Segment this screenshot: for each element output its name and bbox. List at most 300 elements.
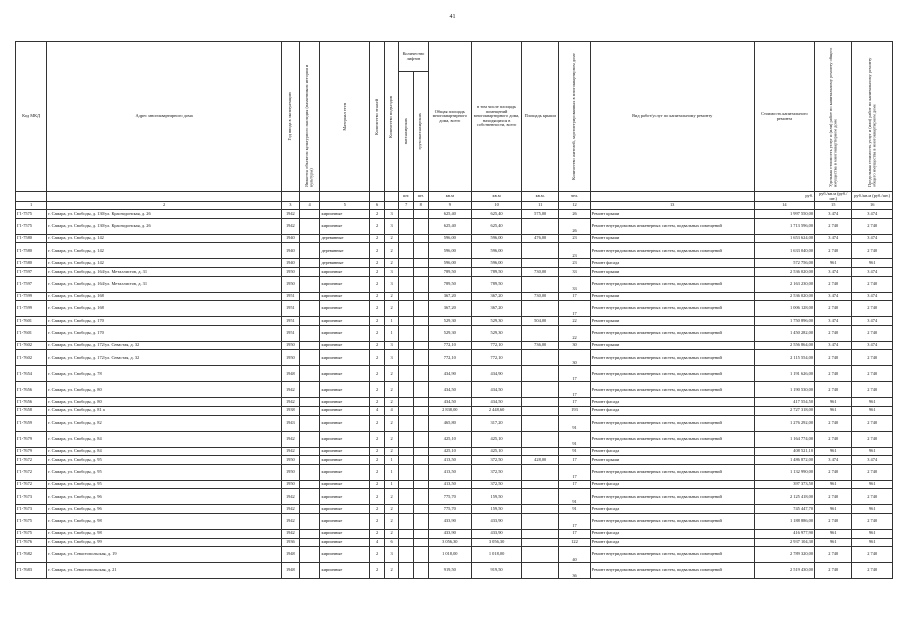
- cell-her: [299, 529, 320, 538]
- cell-area: 596,00: [428, 234, 472, 243]
- cell-addr: г. Самара, ул. Свободы, д. 168: [47, 301, 282, 317]
- cell-elevator: [399, 276, 414, 292]
- cell-ent: 2: [384, 529, 399, 538]
- cell-incl: 772,10: [472, 350, 522, 366]
- cell-cost: 1 132 990,00: [754, 464, 814, 480]
- table-row: [16, 447, 893, 456]
- cell-res: 30: [559, 341, 590, 350]
- cell-addr: г. Самара, ул. Свободы, д. 84: [47, 447, 282, 456]
- cell-max: 961: [852, 538, 893, 547]
- table-row: [16, 382, 893, 398]
- header-walls-cell: [320, 42, 370, 192]
- cell-fl: 2: [370, 350, 385, 366]
- cell-incl: 425,10: [472, 431, 522, 447]
- cell-ent: 2: [384, 563, 399, 579]
- cell-wall: кирпичные: [320, 513, 370, 529]
- column-number: 15: [815, 202, 852, 210]
- cell-incl: 625,40: [472, 218, 522, 234]
- cell-ent: 2: [384, 301, 399, 317]
- cell-year: 1948: [282, 547, 300, 563]
- unit-residents: чел.: [559, 192, 590, 202]
- cell-fl: 2: [370, 456, 385, 465]
- cell-her: [299, 447, 320, 456]
- cell-work: Ремонт внутридомовых инженерных систем, подвальных помещений: [590, 301, 754, 317]
- cell-elevator: [413, 456, 428, 465]
- cell-area: 413,50: [428, 456, 472, 465]
- table-row: [16, 317, 893, 326]
- cell-her: [299, 480, 320, 489]
- cell-addr: г. Самара, ул. Свободы, д. 82: [47, 415, 282, 431]
- cell-spec: 961: [815, 529, 852, 538]
- cell-ent: 2: [384, 447, 399, 456]
- header-floors: Количество этажей: [373, 98, 379, 135]
- cell-incl: 529,30: [472, 317, 522, 326]
- cell-elevator: [413, 292, 428, 301]
- column-number: 7: [399, 202, 414, 210]
- cell-cost: 2 125 418,00: [754, 489, 814, 505]
- cell-cost: 1 188 886,00: [754, 513, 814, 529]
- unit-empty-1: [16, 192, 47, 202]
- table-row: [16, 276, 893, 292]
- cell-year: 1938: [282, 407, 300, 416]
- unit-empty-6: [370, 192, 385, 202]
- cell-incl: 372,50: [472, 464, 522, 480]
- cell-year: 1940: [282, 243, 300, 259]
- cell-max: 961: [852, 505, 893, 514]
- cell-incl: 433,90: [472, 529, 522, 538]
- header-elev-pass-cell: [399, 72, 414, 192]
- cell-spec: 3 474: [815, 292, 852, 301]
- column-number: 10: [472, 202, 522, 210]
- cell-fl: 2: [370, 292, 385, 301]
- cell-incl: 596,00: [472, 243, 522, 259]
- header-elev-pass: пассажирских: [402, 118, 408, 145]
- cell-her: [299, 276, 320, 292]
- cell-wall: кирпичные: [320, 317, 370, 326]
- table-row: [16, 464, 893, 480]
- column-numbers-row: [16, 202, 893, 210]
- cell-addr: г. Самара, ул. Свободы, д. 78: [47, 366, 282, 382]
- cell-cost: 397 373,50: [754, 480, 814, 489]
- cell-year: 1950: [282, 341, 300, 350]
- cell-fl: 2: [370, 431, 385, 447]
- cell-kod: Г1-7580: [16, 234, 47, 243]
- cell-roof: [522, 505, 559, 514]
- table-row: [16, 489, 893, 505]
- cell-her: [299, 218, 320, 234]
- cell-max: 2 740: [852, 489, 893, 505]
- cell-cost: 408 521,10: [754, 447, 814, 456]
- cell-roof: [522, 407, 559, 416]
- cell-elevator: [399, 505, 414, 514]
- cell-ent: 2: [384, 292, 399, 301]
- cell-ent: 3: [384, 350, 399, 366]
- cell-max: 2 740: [852, 218, 893, 234]
- cell-year: 1951: [282, 292, 300, 301]
- cell-year: 1942: [282, 218, 300, 234]
- cell-area: 434,50: [428, 398, 472, 407]
- cell-roof: [522, 218, 559, 234]
- cell-cost: 417 554,50: [754, 398, 814, 407]
- cell-kod: Г1-7602: [16, 350, 47, 366]
- header-elev-cargo-cell: [413, 72, 428, 192]
- table-row: [16, 243, 893, 259]
- table-row: [16, 529, 893, 538]
- cell-area: 789,50: [428, 268, 472, 277]
- cell-her: [299, 415, 320, 431]
- cell-her: [299, 292, 320, 301]
- cell-max: 3 474: [852, 292, 893, 301]
- cell-roof: 428,00: [522, 456, 559, 465]
- cell-elevator: [413, 547, 428, 563]
- cell-spec: 2 740: [815, 218, 852, 234]
- cell-fl: 2: [370, 464, 385, 480]
- cell-kod: Г1-7601: [16, 317, 47, 326]
- cell-addr: г. Самара, ул. Свободы, д. 170: [47, 317, 282, 326]
- cell-fl: 2: [370, 243, 385, 259]
- table-row: [16, 505, 893, 514]
- cell-elevator: [413, 563, 428, 579]
- table-row: [16, 366, 893, 382]
- cell-kod: Г1-7597: [16, 268, 47, 277]
- cell-incl: 159,50: [472, 489, 522, 505]
- cell-roof: [522, 350, 559, 366]
- header-entrances-cell: [384, 42, 399, 192]
- cell-roof: [522, 325, 559, 341]
- cell-incl: 367,20: [472, 292, 522, 301]
- cell-elevator: [413, 234, 428, 243]
- cell-res: 17: [559, 292, 590, 301]
- cell-kod: Г1-7679: [16, 447, 47, 456]
- cell-elevator: [413, 505, 428, 514]
- header-max-cost-cell: [852, 42, 893, 192]
- cell-ent: 2: [384, 505, 399, 514]
- unit-spec-cost: руб./кв.м (руб./шт.): [815, 192, 852, 202]
- cell-elevator: [413, 218, 428, 234]
- cell-work: Ремонт внутридомовых инженерных систем, подвальных помещений: [590, 276, 754, 292]
- cell-area: 772,10: [428, 341, 472, 350]
- column-number: 2: [47, 202, 282, 210]
- cell-area: 465,80: [428, 415, 472, 431]
- header-incl-area: в том числе площадь помещений многоквартирного дома, находящихся в собственности, всего: [472, 42, 522, 192]
- cell-cost: 2 163 230,00: [754, 276, 814, 292]
- unit-elev-cargo: шт.: [413, 192, 428, 202]
- header-max-cost: Предельная стоимость услуг и (или) работ по капитальному ремонту общего имущества в многоквартирном доме: [866, 57, 877, 187]
- cell-kod: Г1-7658: [16, 407, 47, 416]
- unit-empty-2: [47, 192, 282, 202]
- cell-area: 433,90: [428, 529, 472, 538]
- cell-spec: 3 474: [815, 268, 852, 277]
- cell-cost: 1 633 040,00: [754, 243, 814, 259]
- cell-roof: 476,00: [522, 234, 559, 243]
- cell-her: [299, 513, 320, 529]
- cell-roof: [522, 563, 559, 579]
- cell-wall: кирпичные: [320, 382, 370, 398]
- cell-area: 434,90: [428, 366, 472, 382]
- table-row: [16, 456, 893, 465]
- cell-cost: 1 164 774,00: [754, 431, 814, 447]
- cell-elevator: [399, 243, 414, 259]
- cell-year: 1942: [282, 489, 300, 505]
- unit-elev-pass: шт.: [399, 192, 414, 202]
- cell-fl: 2: [370, 563, 385, 579]
- cell-ent: 3: [384, 341, 399, 350]
- cell-elevator: [399, 325, 414, 341]
- cell-roof: 504,00: [522, 317, 559, 326]
- cell-elevator: [399, 489, 414, 505]
- cell-ent: 1: [384, 325, 399, 341]
- cell-cost: 1 450 282,00: [754, 325, 814, 341]
- cell-her: [299, 538, 320, 547]
- cell-roof: [522, 398, 559, 407]
- cell-wall: кирпичные: [320, 456, 370, 465]
- cell-incl: 434,50: [472, 398, 522, 407]
- cell-ent: 3: [384, 547, 399, 563]
- cell-spec: 961: [815, 259, 852, 268]
- cell-wall: кирпичные: [320, 415, 370, 431]
- cell-cost: 1 750 896,00: [754, 317, 814, 326]
- cell-work: Ремонт внутридомовых инженерных систем, подвальных помещений: [590, 464, 754, 480]
- cell-res: 22: [559, 317, 590, 326]
- column-number: 8: [413, 202, 428, 210]
- cell-year: 1942: [282, 382, 300, 398]
- cell-area: 1 018,00: [428, 547, 472, 563]
- cell-addr: г. Самара, ул. Свободы, д. 170: [47, 325, 282, 341]
- cell-wall: кирпичные: [320, 301, 370, 317]
- cell-spec: 961: [815, 447, 852, 456]
- cell-cost: 2 727 318,00: [754, 407, 814, 416]
- cell-cost: 572 756,00: [754, 259, 814, 268]
- cell-area: 625,40: [428, 210, 472, 219]
- cell-area: 3 056,30: [428, 538, 472, 547]
- cell-elevator: [399, 563, 414, 579]
- cell-elevator: [413, 529, 428, 538]
- cell-kod: Г1-7672: [16, 480, 47, 489]
- cell-res: 33: [559, 276, 590, 292]
- cell-year: 1950: [282, 276, 300, 292]
- cell-wall: кирпичные: [320, 538, 370, 547]
- cell-elevator: [399, 366, 414, 382]
- cell-max: 3 474: [852, 234, 893, 243]
- cell-area: 425,10: [428, 431, 472, 447]
- cell-elevator: [399, 513, 414, 529]
- cell-elevator: [399, 341, 414, 350]
- cell-year: 1951: [282, 325, 300, 341]
- cell-max: 961: [852, 259, 893, 268]
- cell-roof: [522, 447, 559, 456]
- cell-fl: 4: [370, 407, 385, 416]
- cell-fl: 2: [370, 341, 385, 350]
- cell-roof: [522, 366, 559, 382]
- cell-elevator: [399, 447, 414, 456]
- cell-addr: г. Самара, ул. Свободы, д. 95: [47, 456, 282, 465]
- cell-wall: кирпичные: [320, 563, 370, 579]
- table-row: [16, 513, 893, 529]
- cell-max: 961: [852, 480, 893, 489]
- cell-her: [299, 341, 320, 350]
- cell-incl: 372,50: [472, 456, 522, 465]
- cell-wall: кирпичные: [320, 464, 370, 480]
- cell-roof: [522, 529, 559, 538]
- cell-addr: г. Самара, ул. Свободы, д. 99: [47, 538, 282, 547]
- cell-kod: Г1-7575: [16, 210, 47, 219]
- cell-work: Ремонт внутридомовых инженерных систем, подвальных помещений: [590, 431, 754, 447]
- table-row: [16, 538, 893, 547]
- cell-kod: Г1-7673: [16, 505, 47, 514]
- cell-spec: 961: [815, 398, 852, 407]
- cell-cost: 1 997 550,00: [754, 210, 814, 219]
- cell-wall: кирпичные: [320, 407, 370, 416]
- cell-wall: кирпичные: [320, 341, 370, 350]
- cell-res: 91: [559, 489, 590, 505]
- cell-cost: 1 276 292,00: [754, 415, 814, 431]
- cell-res: 122: [559, 538, 590, 547]
- cell-addr: г. Самара, ул. Свободы, д. 164/ул. Металлистов, д. 31: [47, 276, 282, 292]
- cell-res: 17: [559, 513, 590, 529]
- cell-res: 17: [559, 301, 590, 317]
- cell-wall: кирпичные: [320, 431, 370, 447]
- cell-elevator: [413, 447, 428, 456]
- cell-cost: 2 536 020,00: [754, 268, 814, 277]
- column-number: [384, 202, 399, 210]
- cell-fl: 2: [370, 218, 385, 234]
- cell-max: 2 740: [852, 415, 893, 431]
- column-number: 5: [320, 202, 370, 210]
- cell-wall: кирпичные: [320, 276, 370, 292]
- cell-roof: [522, 259, 559, 268]
- header-cost: Стоимость капитального ремонта: [754, 42, 814, 192]
- cell-ent: 3: [384, 218, 399, 234]
- table-row: [16, 563, 893, 579]
- cell-her: [299, 317, 320, 326]
- header-elevators: Количество лифтов: [399, 42, 428, 72]
- cell-res: 23: [559, 234, 590, 243]
- cell-area: 775,70: [428, 505, 472, 514]
- cell-addr: г. Самара, ул. Свободы, д. 142: [47, 259, 282, 268]
- table-row: [16, 234, 893, 243]
- cell-kod: Г1-7656: [16, 382, 47, 398]
- column-number: 1: [16, 202, 47, 210]
- header-walls: Материал стен: [341, 102, 347, 131]
- cell-work: Ремонт фасада: [590, 538, 754, 547]
- cell-elevator: [413, 276, 428, 292]
- table-row: [16, 259, 893, 268]
- cell-res: 91: [559, 447, 590, 456]
- cell-kod: Г1-7601: [16, 325, 47, 341]
- unit-empty-8: [590, 192, 754, 202]
- cell-spec: 3 474: [815, 234, 852, 243]
- header-total-area: Общая площадь многоквартирного дома, всего: [428, 42, 472, 192]
- cell-max: 2 740: [852, 301, 893, 317]
- cell-area: 529,30: [428, 317, 472, 326]
- header-roof-area: Площадь крыши: [522, 42, 559, 192]
- cell-year: 1942: [282, 505, 300, 514]
- cell-addr: г. Самара, ул. Свободы, д. 80: [47, 382, 282, 398]
- cell-ent: 2: [384, 234, 399, 243]
- cell-max: 2 740: [852, 563, 893, 579]
- table-row: [16, 407, 893, 416]
- cell-kod: Г1-7672: [16, 464, 47, 480]
- cell-elevator: [399, 464, 414, 480]
- cell-wall: кирпичные: [320, 547, 370, 563]
- cell-max: 961: [852, 447, 893, 456]
- cell-res: 17: [559, 529, 590, 538]
- cell-work: Ремонт внутридомовых инженерных систем, подвальных помещений: [590, 350, 754, 366]
- cell-her: [299, 268, 320, 277]
- cell-fl: 2: [370, 480, 385, 489]
- cell-fl: 2: [370, 529, 385, 538]
- cell-wall: кирпичные: [320, 366, 370, 382]
- cell-addr: г. Самара, ул. Свободы, д. 95: [47, 464, 282, 480]
- cell-cost: 1 486 872,00: [754, 456, 814, 465]
- cell-spec: 961: [815, 407, 852, 416]
- cell-addr: г. Самара, ул. Севастопольская, д. 19: [47, 547, 282, 563]
- cell-elevator: [413, 513, 428, 529]
- cell-wall: деревянные: [320, 243, 370, 259]
- header-kod: Код МКД: [16, 42, 47, 192]
- cell-incl: 789,50: [472, 268, 522, 277]
- cell-her: [299, 350, 320, 366]
- cell-area: 625,40: [428, 218, 472, 234]
- cell-her: [299, 398, 320, 407]
- cell-work: Ремонт фасада: [590, 447, 754, 456]
- cell-year: 1950: [282, 480, 300, 489]
- cell-spec: 2 740: [815, 513, 852, 529]
- unit-empty-3: [282, 192, 300, 202]
- cell-addr: г. Самара, ул. Свободы, д. 130/ул. Краснодонская, д. 26: [47, 210, 282, 219]
- cell-kod: Г1-7675: [16, 513, 47, 529]
- cell-wall: кирпичные: [320, 218, 370, 234]
- cell-year: 1936: [282, 538, 300, 547]
- cell-her: [299, 366, 320, 382]
- cell-ent: 2: [384, 398, 399, 407]
- cell-wall: деревянные: [320, 259, 370, 268]
- cell-res: 17: [559, 480, 590, 489]
- cell-kod: Г1-7580: [16, 259, 47, 268]
- cell-max: 3 474: [852, 456, 893, 465]
- cell-kod: Г1-7673: [16, 489, 47, 505]
- cell-spec: 2 740: [815, 325, 852, 341]
- cell-wall: кирпичные: [320, 325, 370, 341]
- cell-work: Ремонт внутридомовых инженерных систем, подвальных помещений: [590, 243, 754, 259]
- cell-spec: 2 740: [815, 382, 852, 398]
- column-number: 13: [590, 202, 754, 210]
- cell-addr: г. Самара, ул. Свободы, д. 164/ул. Металлистов, д. 31: [47, 268, 282, 277]
- cell-elevator: [413, 398, 428, 407]
- unit-empty-5: [320, 192, 370, 202]
- cell-res: 193: [559, 407, 590, 416]
- cell-elevator: [413, 407, 428, 416]
- cell-ent: 6: [384, 538, 399, 547]
- cell-elevator: [399, 268, 414, 277]
- cell-ent: 2: [384, 243, 399, 259]
- cell-kod: Г1-7599: [16, 292, 47, 301]
- cell-her: [299, 431, 320, 447]
- cell-year: 1942: [282, 513, 300, 529]
- cell-cost: 745 447,70: [754, 505, 814, 514]
- cell-addr: г. Самара, ул. Свободы, д. 98: [47, 513, 282, 529]
- cell-work: Ремонт крыши: [590, 210, 754, 219]
- cell-kod: Г1-7675: [16, 529, 47, 538]
- cell-work: Ремонт фасада: [590, 398, 754, 407]
- cell-incl: 1 018,00: [472, 547, 522, 563]
- cell-area: 367,20: [428, 292, 472, 301]
- cell-ent: 2: [384, 366, 399, 382]
- cell-res: 30: [559, 350, 590, 366]
- cell-year: 1940: [282, 259, 300, 268]
- cell-elevator: [399, 210, 414, 219]
- cell-spec: 2 740: [815, 301, 852, 317]
